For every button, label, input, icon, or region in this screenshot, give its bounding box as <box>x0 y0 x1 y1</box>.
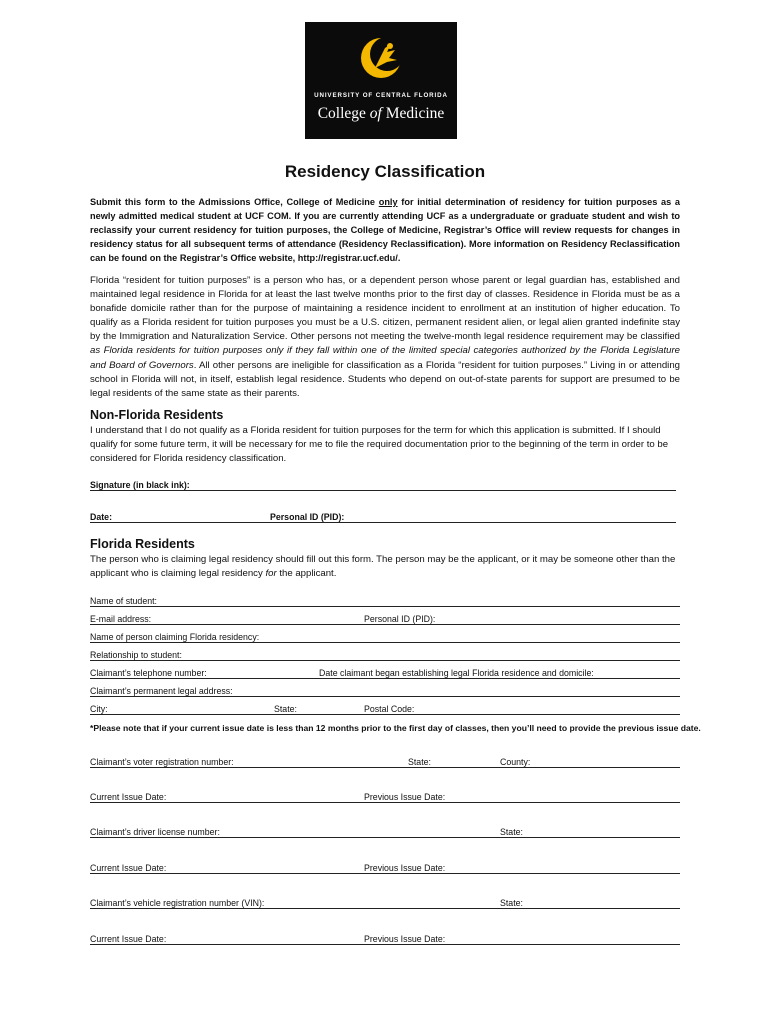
florida-instructions: The person who is claiming legal residency should fill out this form. The person may be the applicant, or it may be someone other than the applicant who is claiming legal residency for the applicant. <box>90 554 676 580</box>
postal-code-label: Postal Code: <box>364 704 415 714</box>
date-established-label: Date claimant began establishing legal Florida residence and domicile: <box>319 668 594 678</box>
page-title: Residency Classification <box>284 162 486 181</box>
date-field[interactable]: Date: <box>90 512 270 523</box>
vehicle-state-label: State: <box>500 898 523 908</box>
vehicle-previous-issue-date-label: Previous Issue Date: <box>364 934 446 944</box>
voter-issue-date-field[interactable]: Current Issue Date: <box>90 792 680 803</box>
pegasus-emblem-icon <box>357 32 407 82</box>
claimant-name-field[interactable]: Name of person claiming Florida residency: <box>90 632 680 643</box>
driver-license-field[interactable]: Claimant’s driver license number: <box>90 827 680 838</box>
intro-paragraph: Submit this form to the Admissions Office, College of Medicine only for initial determination of residency for tuition purposes as a newly admitted medical student at UCF COM. If you are currently attending UCF as a undergraduate or graduate student and wish to reclassify your current residency for tuition purposes, the College of Medicine, Registrar’s Office will review requests for changes in residency status for all subsequent terms of attendance (Residency Reclassification). More information on Residency Reclassification can be found on the Registrar’s Office website, http://registrar.ucf.edu/. <box>90 197 681 264</box>
non-florida-heading: Non-Florida Residents <box>90 408 224 422</box>
voter-state-label: State: <box>408 757 431 767</box>
name-of-student-field[interactable]: Name of student: <box>90 596 680 607</box>
non-florida-statement: I understand that I do not qualify as a Florida resident for tuition purposes for the term for which this application is submitted. If I should qualify for some future term, it will be necessary for me to file the required documentation prior to the beginning of the term in order to be considered for Florida residency classification. <box>90 425 669 465</box>
pid-field[interactable]: Personal ID (PID): <box>270 512 676 523</box>
vehicle-registration-field[interactable]: Claimant’s vehicle registration number (VIN): <box>90 898 680 909</box>
license-previous-issue-date-label: Previous Issue Date: <box>364 863 446 873</box>
email-field[interactable]: E-mail address: <box>90 614 680 625</box>
license-issue-date-field[interactable]: Current Issue Date: <box>90 863 680 874</box>
voter-previous-issue-date-label: Previous Issue Date: <box>364 792 446 802</box>
voter-county-label: County: <box>500 757 531 767</box>
license-state-label: State: <box>500 827 523 837</box>
issue-date-note: *Please note that if your current issue date is less than 12 months prior to the first day of classes, then you’ll need to provide the previous issue date. <box>90 723 701 733</box>
telephone-field[interactable]: Claimant’s telephone number: <box>90 668 680 679</box>
student-pid-label: Personal ID (PID): <box>364 614 436 624</box>
state-label: State: <box>274 704 297 714</box>
florida-heading: Florida Residents <box>90 537 195 551</box>
signature-field[interactable]: Signature (in black ink): <box>90 480 676 491</box>
address-field[interactable]: Claimant’s permanent legal address: <box>90 686 680 697</box>
city-field[interactable]: City: <box>90 704 680 715</box>
relationship-field[interactable]: Relationship to student: <box>90 650 680 661</box>
residency-definition-paragraph: Florida “resident for tuition purposes” is a person who has, or a dependent person whose parent or legal guardian has, established and maintained legal residence in Florida for at least the last twelve months prior to the first day of classes. Residence in Florida must be as a bonafide domicile rather than for the purpose of maintaining a residence incident to enrollment at an institution of higher education. To qualify as a Florida resident for tuition purposes you must be a U.S. citizen, permanent resident alien, or legal alien granted indefinite stay by the Immigration and Naturalization Service. Other persons not meeting the twelve-month legal residence requirement may be classified as Florida residents for tuition purposes only if they fall within one of the limited special categories authorized by the Florida Legislature and Board of Governors. All other persons are ineligible for classification as a Florida “resident for tuition purposes.” Living in or attending school in Florida will not, in itself, establish legal residence. Students who depend on out-of-state parents for support are presumed to be legal residents of the same state as their parents. <box>90 275 680 399</box>
vehicle-issue-date-field[interactable]: Current Issue Date: <box>90 934 680 945</box>
logo-college-text: College of Medicine <box>317 105 445 122</box>
logo-university-text: UNIVERSITY OF CENTRAL FLORIDA <box>314 92 448 99</box>
voter-registration-field[interactable]: Claimant’s voter registration number: <box>90 757 680 768</box>
ucf-college-of-medicine-logo <box>305 22 457 139</box>
